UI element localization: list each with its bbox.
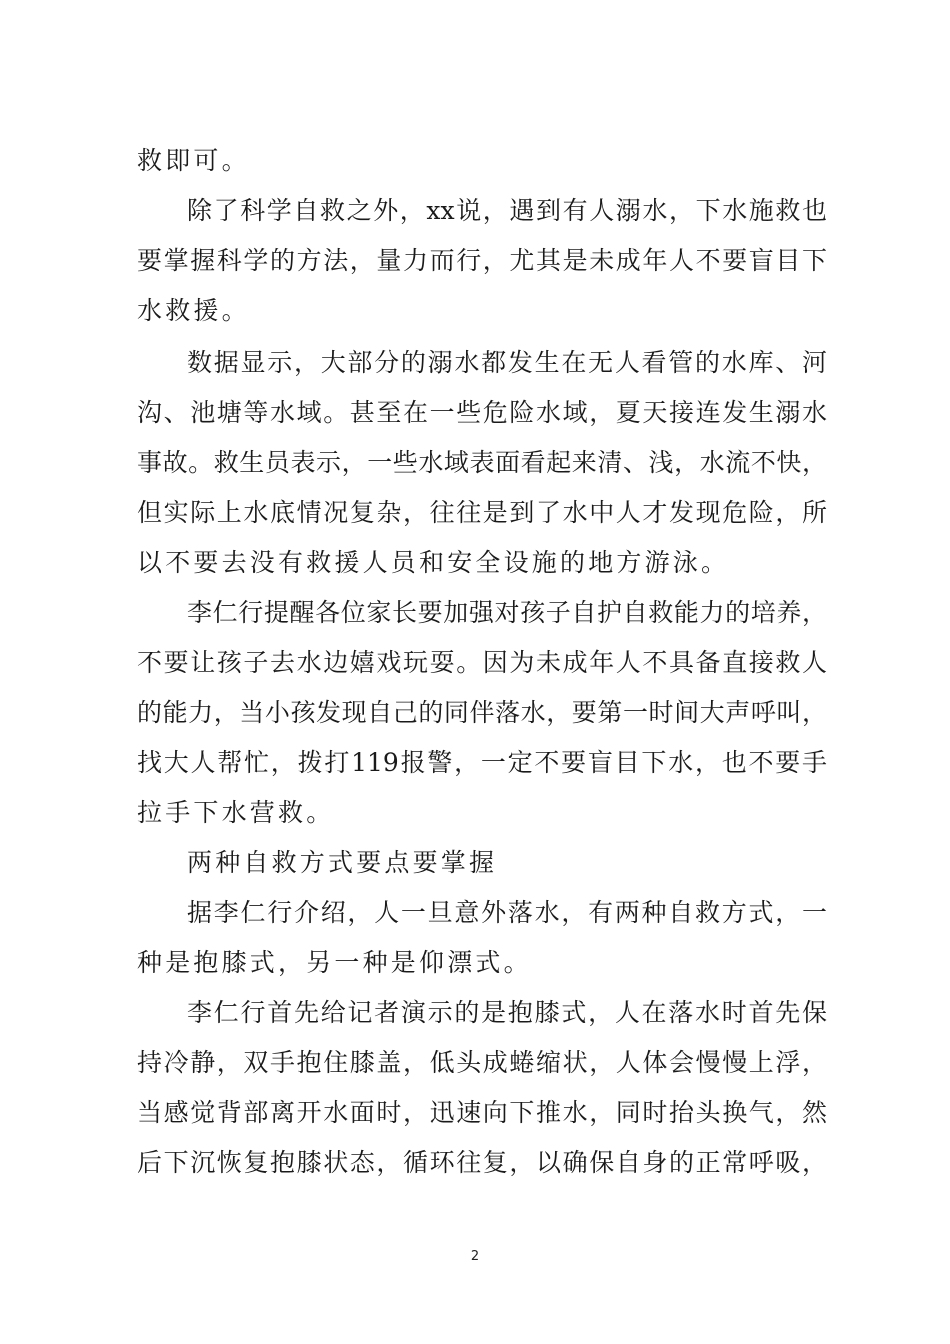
text-line: 种是抱膝式，另一种是仰漂式。 — [137, 948, 532, 977]
text-line: 水救援。 — [137, 296, 250, 325]
section-heading: 两种自救方式要点要掌握 — [187, 848, 498, 877]
text-line: 后下沉恢复抱膝状态，循环往复，以确保自身的正常呼吸， — [137, 1148, 827, 1177]
text-line: 李仁行提醒各位家长要加强对孩子自护自救能力的培养， — [187, 598, 827, 627]
text-line: 数据显示，大部分的溺水都发生在无人看管的水库、河 — [187, 348, 827, 377]
text-line: 的能力，当小孩发现自己的同伴落水，要第一时间大声呼叫， — [137, 698, 827, 727]
text-line: 不要让孩子去水边嬉戏玩耍。因为未成年人不具备直接救人 — [137, 648, 827, 677]
text-line: 据李仁行介绍，人一旦意外落水，有两种自救方式，一 — [187, 898, 827, 927]
text-line: 当感觉背部离开水面时，迅速向下推水，同时抬头换气，然 — [137, 1098, 827, 1127]
text-line: 除了科学自救之外，xx说，遇到有人溺水，下水施救也 — [187, 196, 827, 225]
text-line: 事故。救生员表示，一些水域表面看起来清、浅，水流不快， — [137, 448, 827, 477]
text-line: 持冷静，双手抱住膝盖，低头成蜷缩状，人体会慢慢上浮， — [137, 1048, 827, 1077]
text-line: 要掌握科学的方法，量力而行，尤其是未成年人不要盲目下 — [137, 246, 827, 275]
text-line: 以不要去没有救援人员和安全设施的地方游泳。 — [137, 548, 730, 577]
text-line: 但实际上水底情况复杂，往往是到了水中人才发现危险，所 — [137, 498, 827, 527]
text-line: 找大人帮忙，拨打119报警，一定不要盲目下水，也不要手 — [137, 748, 827, 777]
text-line: 拉手下水营救。 — [137, 798, 335, 827]
text-line: 李仁行首先给记者演示的是抱膝式，人在落水时首先保 — [187, 998, 827, 1027]
text-line: 沟、池塘等水域。甚至在一些危险水域，夏天接连发生溺水 — [137, 398, 827, 427]
text-line: 救即可。 — [137, 146, 250, 175]
page-number: 2 — [470, 1249, 480, 1264]
